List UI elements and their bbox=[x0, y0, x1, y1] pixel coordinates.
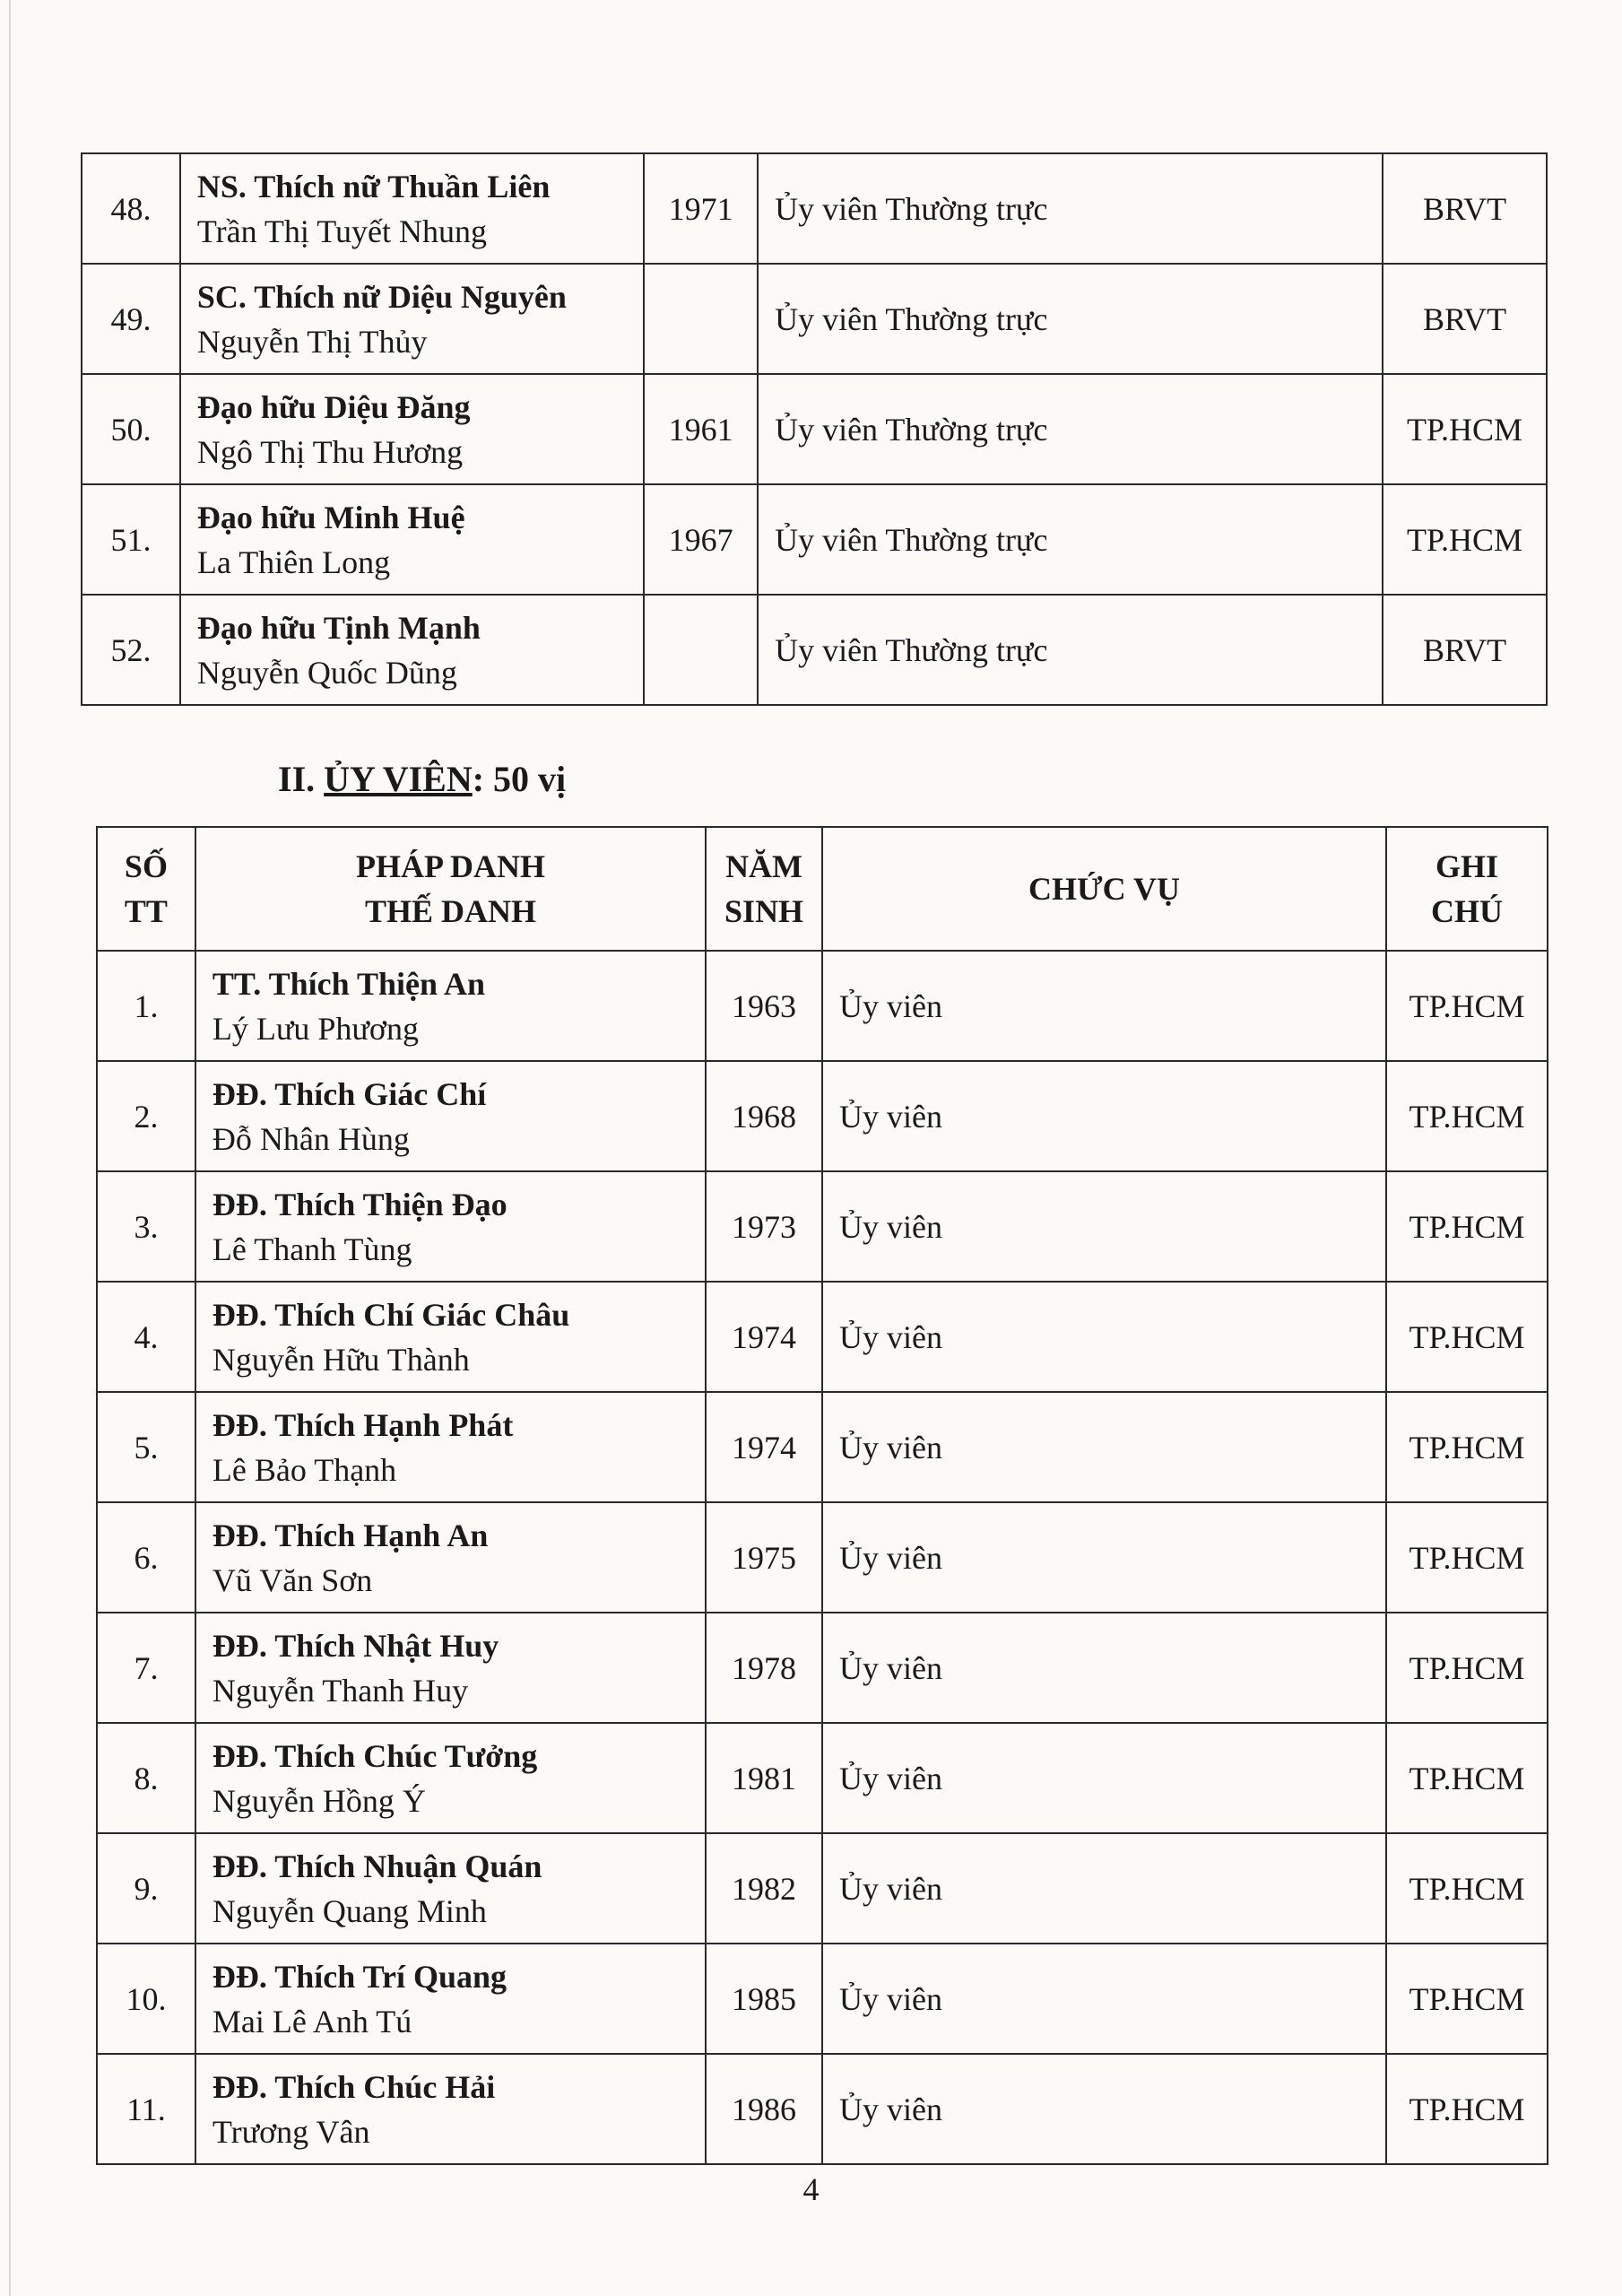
secular-name: Mai Lê Anh Tú bbox=[212, 2003, 412, 2039]
secular-name: Nguyễn Thanh Huy bbox=[212, 1672, 469, 1709]
table-row bbox=[97, 1502, 1548, 1613]
birth-year: 1961 bbox=[644, 374, 758, 484]
name-cell bbox=[180, 374, 644, 484]
dharma-name: ĐĐ. Thích Trí Quang bbox=[212, 1958, 507, 1995]
secular-name: Lê Thanh Tùng bbox=[212, 1231, 412, 1267]
row-number: 10. bbox=[97, 1944, 195, 2054]
secular-name: Vũ Văn Sơn bbox=[212, 1561, 373, 1598]
birth-year: 1973 bbox=[706, 1171, 822, 1282]
table-row bbox=[97, 1171, 1548, 1282]
name-cell bbox=[195, 1613, 706, 1723]
note: TP.HCM bbox=[1383, 484, 1547, 595]
note: TP.HCM bbox=[1386, 1944, 1548, 2054]
name-cell bbox=[180, 595, 644, 705]
note: TP.HCM bbox=[1386, 1282, 1548, 1392]
row-number: 6. bbox=[97, 1502, 195, 1613]
section-prefix: II. bbox=[278, 759, 325, 799]
name-cell bbox=[195, 1061, 706, 1171]
dharma-name: Đạo hữu Minh Huệ bbox=[196, 499, 465, 535]
row-number: 1. bbox=[97, 951, 195, 1061]
row-number: 50. bbox=[82, 374, 180, 484]
position: Ủy viên bbox=[822, 1833, 1386, 1944]
secular-name: Nguyễn Hữu Thành bbox=[212, 1341, 470, 1378]
row-number: 49. bbox=[82, 264, 180, 374]
dharma-name: ĐĐ. Thích Chúc Tưởng bbox=[212, 1737, 538, 1774]
row-number: 4. bbox=[97, 1282, 195, 1392]
birth-year: 1985 bbox=[706, 1944, 822, 2054]
secular-name: La Thiên Long bbox=[196, 544, 391, 580]
header-position: CHỨC VỤ bbox=[822, 827, 1386, 951]
header-name: PHÁP DANH THẾ DANH bbox=[195, 827, 706, 951]
position: Ủy viên bbox=[822, 1723, 1386, 1833]
dharma-name: Đạo hữu Diệu Đăng bbox=[196, 388, 471, 425]
secular-name: Nguyễn Hồng Ý bbox=[212, 1782, 426, 1819]
position: Ủy viên Thường trực bbox=[758, 374, 1383, 484]
dharma-name: ĐĐ. Thích Nhật Huy bbox=[212, 1627, 499, 1664]
table-row bbox=[82, 595, 1547, 705]
position: Ủy viên Thường trực bbox=[758, 484, 1383, 595]
header-note: GHI CHÚ bbox=[1386, 827, 1548, 951]
note: TP.HCM bbox=[1386, 1613, 1548, 1723]
secular-name: Ngô Thị Thu Hương bbox=[196, 433, 464, 470]
table-row bbox=[82, 153, 1547, 264]
dharma-name: TT. Thích Thiện An bbox=[212, 965, 486, 1002]
table-row bbox=[97, 1833, 1548, 1944]
note: TP.HCM bbox=[1386, 1171, 1548, 1282]
members-table bbox=[96, 826, 1548, 2165]
row-number: 5. bbox=[97, 1392, 195, 1502]
section-title: ỦY VIÊN bbox=[324, 759, 473, 799]
name-cell bbox=[180, 264, 644, 374]
name-cell bbox=[195, 2054, 706, 2164]
secular-name: Lê Bảo Thạnh bbox=[212, 1451, 397, 1488]
standing-members-table bbox=[81, 152, 1548, 706]
row-number: 2. bbox=[97, 1061, 195, 1171]
row-number: 52. bbox=[82, 595, 180, 705]
dharma-name: ĐĐ. Thích Nhuận Quán bbox=[212, 1848, 542, 1884]
table-row bbox=[97, 2054, 1548, 2164]
note: TP.HCM bbox=[1386, 1392, 1548, 1502]
position: Ủy viên bbox=[822, 2054, 1386, 2164]
secular-name: Lý Lưu Phương bbox=[212, 1010, 419, 1047]
birth-year bbox=[644, 264, 758, 374]
row-number: 51. bbox=[82, 484, 180, 595]
position: Ủy viên Thường trực bbox=[758, 595, 1383, 705]
birth-year: 1967 bbox=[644, 484, 758, 595]
secular-name: Nguyễn Quang Minh bbox=[212, 1892, 487, 1929]
name-cell bbox=[195, 1502, 706, 1613]
note: TP.HCM bbox=[1386, 2054, 1548, 2164]
name-cell bbox=[195, 1282, 706, 1392]
table-row bbox=[97, 1723, 1548, 1833]
note: TP.HCM bbox=[1383, 374, 1547, 484]
dharma-name: ĐĐ. Thích Chí Giác Châu bbox=[212, 1296, 570, 1333]
birth-year: 1974 bbox=[706, 1392, 822, 1502]
dharma-name: ĐĐ. Thích Giác Chí bbox=[212, 1075, 487, 1112]
dharma-name: NS. Thích nữ Thuần Liên bbox=[196, 168, 551, 204]
table-row bbox=[97, 1061, 1548, 1171]
note: TP.HCM bbox=[1386, 1833, 1548, 1944]
position: Ủy viên bbox=[822, 951, 1386, 1061]
secular-name: Nguyễn Thị Thủy bbox=[196, 323, 428, 360]
name-cell bbox=[195, 1723, 706, 1833]
secular-name: Trương Vân bbox=[212, 2113, 370, 2150]
page-number: 4 bbox=[802, 2171, 820, 2207]
secular-name: Nguyễn Quốc Dũng bbox=[196, 654, 457, 691]
note: BRVT bbox=[1383, 153, 1547, 264]
secular-name: Trần Thị Tuyết Nhung bbox=[196, 213, 487, 249]
dharma-name: ĐĐ. Thích Hạnh Phát bbox=[212, 1406, 514, 1443]
position: Ủy viên bbox=[822, 1061, 1386, 1171]
table-row bbox=[82, 484, 1547, 595]
row-number: 11. bbox=[97, 2054, 195, 2164]
note: BRVT bbox=[1383, 264, 1547, 374]
table-row bbox=[97, 951, 1548, 1061]
row-number: 9. bbox=[97, 1833, 195, 1944]
name-cell bbox=[180, 484, 644, 595]
table-row bbox=[82, 264, 1547, 374]
page-edge bbox=[9, 0, 11, 2296]
dharma-name: ĐĐ. Thích Chúc Hải bbox=[212, 2068, 496, 2105]
row-number: 8. bbox=[97, 1723, 195, 1833]
position: Ủy viên bbox=[822, 1392, 1386, 1502]
table-row bbox=[97, 1282, 1548, 1392]
table-row bbox=[97, 1944, 1548, 2054]
position: Ủy viên Thường trực bbox=[758, 153, 1383, 264]
birth-year: 1986 bbox=[706, 2054, 822, 2164]
birth-year: 1981 bbox=[706, 1723, 822, 1833]
row-number: 7. bbox=[97, 1613, 195, 1723]
table-row bbox=[97, 1392, 1548, 1502]
dharma-name: ĐĐ. Thích Thiện Đạo bbox=[212, 1186, 507, 1222]
name-cell bbox=[195, 1944, 706, 2054]
birth-year: 1963 bbox=[706, 951, 822, 1061]
section-suffix: : 50 vị bbox=[472, 759, 567, 799]
name-cell bbox=[195, 951, 706, 1061]
dharma-name: Đạo hữu Tịnh Mạnh bbox=[196, 609, 481, 646]
row-number: 48. bbox=[82, 153, 180, 264]
table-row bbox=[97, 1613, 1548, 1723]
birth-year: 1978 bbox=[706, 1613, 822, 1723]
note: TP.HCM bbox=[1386, 1502, 1548, 1613]
position: Ủy viên bbox=[822, 1944, 1386, 2054]
header-year: NĂM SINH bbox=[706, 827, 822, 951]
position: Ủy viên Thường trực bbox=[758, 264, 1383, 374]
note: TP.HCM bbox=[1386, 1723, 1548, 1833]
position: Ủy viên bbox=[822, 1282, 1386, 1392]
row-number: 3. bbox=[97, 1171, 195, 1282]
dharma-name: SC. Thích nữ Diệu Nguyên bbox=[196, 278, 567, 315]
name-cell bbox=[195, 1833, 706, 1944]
position: Ủy viên bbox=[822, 1502, 1386, 1613]
birth-year: 1971 bbox=[644, 153, 758, 264]
secular-name: Đỗ Nhân Hùng bbox=[212, 1120, 410, 1157]
header-no: SỐ TT bbox=[97, 827, 195, 951]
name-cell bbox=[195, 1392, 706, 1502]
section-heading bbox=[278, 758, 566, 800]
position: Ủy viên bbox=[822, 1613, 1386, 1723]
dharma-name: ĐĐ. Thích Hạnh An bbox=[212, 1517, 489, 1553]
note: TP.HCM bbox=[1386, 951, 1548, 1061]
position: Ủy viên bbox=[822, 1171, 1386, 1282]
birth-year: 1968 bbox=[706, 1061, 822, 1171]
birth-year: 1982 bbox=[706, 1833, 822, 1944]
birth-year: 1975 bbox=[706, 1502, 822, 1613]
table-header-row bbox=[97, 827, 1548, 951]
birth-year: 1974 bbox=[706, 1282, 822, 1392]
name-cell bbox=[180, 153, 644, 264]
birth-year bbox=[644, 595, 758, 705]
note: TP.HCM bbox=[1386, 1061, 1548, 1171]
note: BRVT bbox=[1383, 595, 1547, 705]
table-row bbox=[82, 374, 1547, 484]
name-cell bbox=[195, 1171, 706, 1282]
